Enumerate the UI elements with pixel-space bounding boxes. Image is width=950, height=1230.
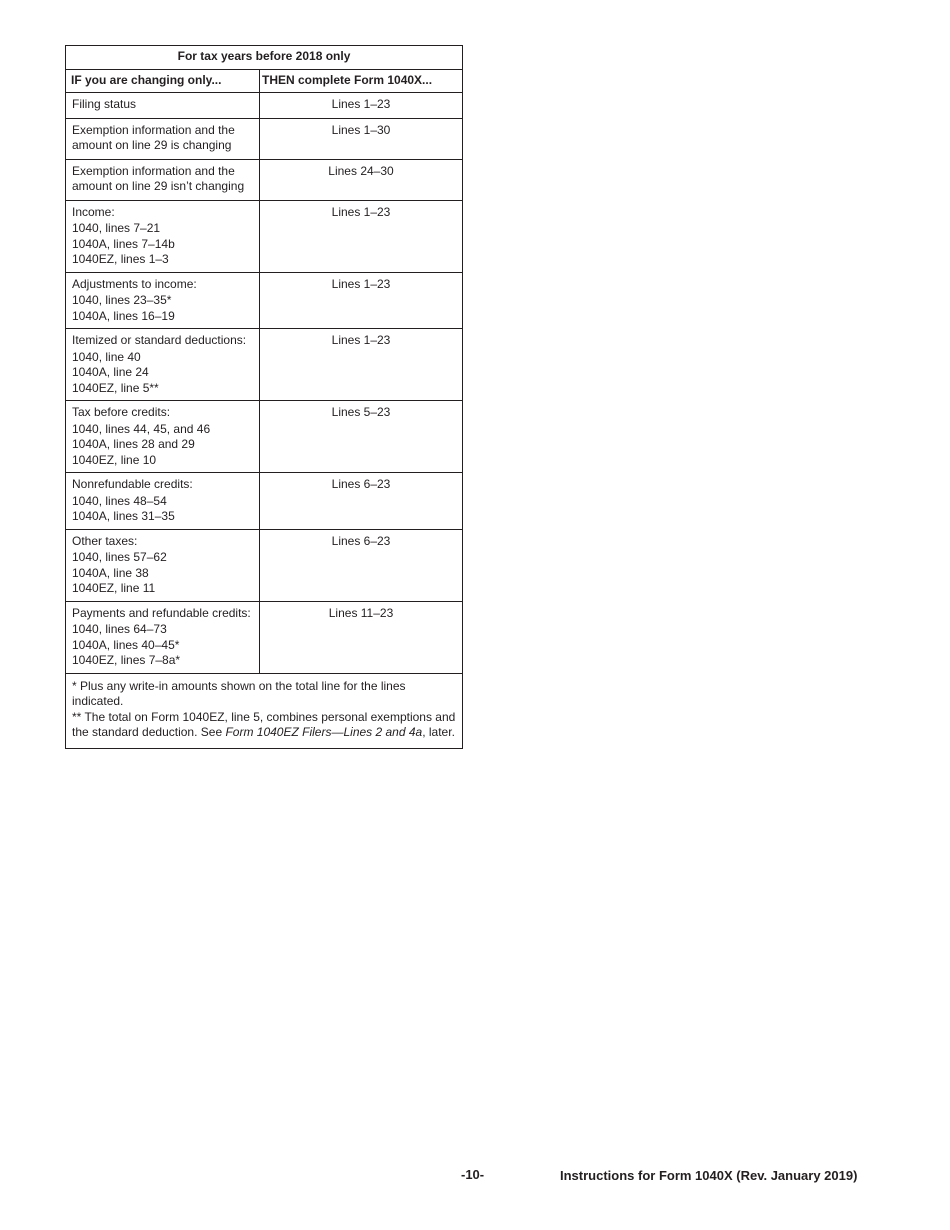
row-form-line: 1040A, line 38 [72, 565, 149, 580]
row-lines-to-complete: Lines 6–23 [260, 529, 463, 601]
table-row [66, 159, 463, 200]
row-lines-to-complete: Lines 11–23 [260, 601, 463, 673]
row-lines-to-complete: Lines 24–30 [260, 159, 463, 200]
row-title: Itemized or standard deductions: [72, 333, 247, 347]
table-footnotes [66, 673, 463, 748]
row-form-line: 1040A, lines 31–35 [72, 509, 175, 523]
row-title: Exemption information and the amount on line 29 isn’t changing [72, 163, 245, 193]
row-lines-to-complete: Lines 1–23 [260, 93, 463, 119]
row-change-item [66, 601, 260, 673]
page-number: -10- [461, 1167, 485, 1182]
row-form-line: 1040A, lines 28 and 29 [72, 437, 195, 451]
row-title: Other taxes: [72, 533, 138, 548]
row-title: Adjustments to income: [72, 276, 197, 291]
row-form-line: 1040, lines 48–54 [72, 493, 167, 508]
row-form-line: 1040A, lines 40–45* [72, 637, 180, 652]
row-form-line: 1040A, lines 7–14b [72, 236, 175, 251]
table-row [66, 529, 463, 601]
table-row [66, 401, 463, 473]
row-lines-to-complete: Lines 1–30 [260, 118, 463, 159]
row-form-line: 1040, lines 64–73 [72, 622, 167, 636]
row-form-line: 1040, lines 57–62 [72, 550, 167, 564]
footnote-double-asterisk: ** The total on Form 1040EZ, line 5, combines personal exemptions and the standard deduction. See Form 1040EZ Filers—Lines 2 and 4a, later. [72, 709, 456, 739]
table-caption: For tax years before 2018 only [66, 46, 463, 70]
row-title: Nonrefundable credits: [72, 477, 193, 491]
row-change-item [66, 272, 260, 329]
row-change-item [66, 200, 260, 272]
row-form-line: 1040, lines 23–35* [72, 293, 172, 307]
row-form-line: 1040EZ, line 10 [72, 452, 157, 467]
table-row [66, 93, 463, 119]
footnote-single-asterisk: * Plus any write-in amounts shown on the total line for the lines indicated. [72, 678, 406, 708]
table-body [66, 93, 463, 674]
change-guide-table [65, 45, 463, 749]
row-change-item [66, 473, 260, 530]
row-form-line: 1040EZ, lines 1–3 [72, 252, 169, 266]
footnote-reference: Form 1040EZ Filers—Lines 2 and 4a [225, 725, 423, 739]
row-form-line: 1040EZ, line 5** [72, 380, 159, 395]
row-change-item [66, 93, 260, 119]
row-title: Tax before credits: [72, 405, 171, 419]
row-change-item [66, 529, 260, 601]
row-form-line: 1040EZ, line 11 [72, 581, 156, 595]
row-form-line: 1040, lines 44, 45, and 46 [72, 421, 211, 436]
table-row [66, 118, 463, 159]
row-lines-to-complete: Lines 1–23 [260, 200, 463, 272]
row-form-line: 1040A, lines 16–19 [72, 308, 175, 323]
table-row [66, 601, 463, 673]
row-title: Income: [72, 204, 115, 219]
row-title: Exemption information and the amount on line 29 is changing [72, 122, 235, 152]
column-header-if: IF you are changing only... [66, 70, 260, 93]
table-row [66, 329, 463, 401]
row-lines-to-complete: Lines 6–23 [260, 473, 463, 530]
row-lines-to-complete: Lines 1–23 [260, 272, 463, 329]
row-change-item [66, 329, 260, 401]
row-change-item [66, 401, 260, 473]
table-row [66, 473, 463, 530]
row-change-item [66, 118, 260, 159]
column-header-then: THEN complete Form 1040X... [260, 70, 463, 93]
row-form-line: 1040, lines 7–21 [72, 221, 161, 235]
row-form-line: 1040A, line 24 [72, 365, 149, 379]
row-title: Payments and refundable credits: [72, 605, 251, 620]
row-change-item [66, 159, 260, 200]
document-title: Instructions for Form 1040X (Rev. January 2019) [560, 1168, 858, 1183]
table-row [66, 272, 463, 329]
row-form-line: 1040EZ, lines 7–8a* [72, 653, 181, 667]
row-lines-to-complete: Lines 5–23 [260, 401, 463, 473]
row-title: Filing status [72, 97, 137, 111]
row-lines-to-complete: Lines 1–23 [260, 329, 463, 401]
row-form-line: 1040, line 40 [72, 349, 141, 364]
table-row [66, 200, 463, 272]
